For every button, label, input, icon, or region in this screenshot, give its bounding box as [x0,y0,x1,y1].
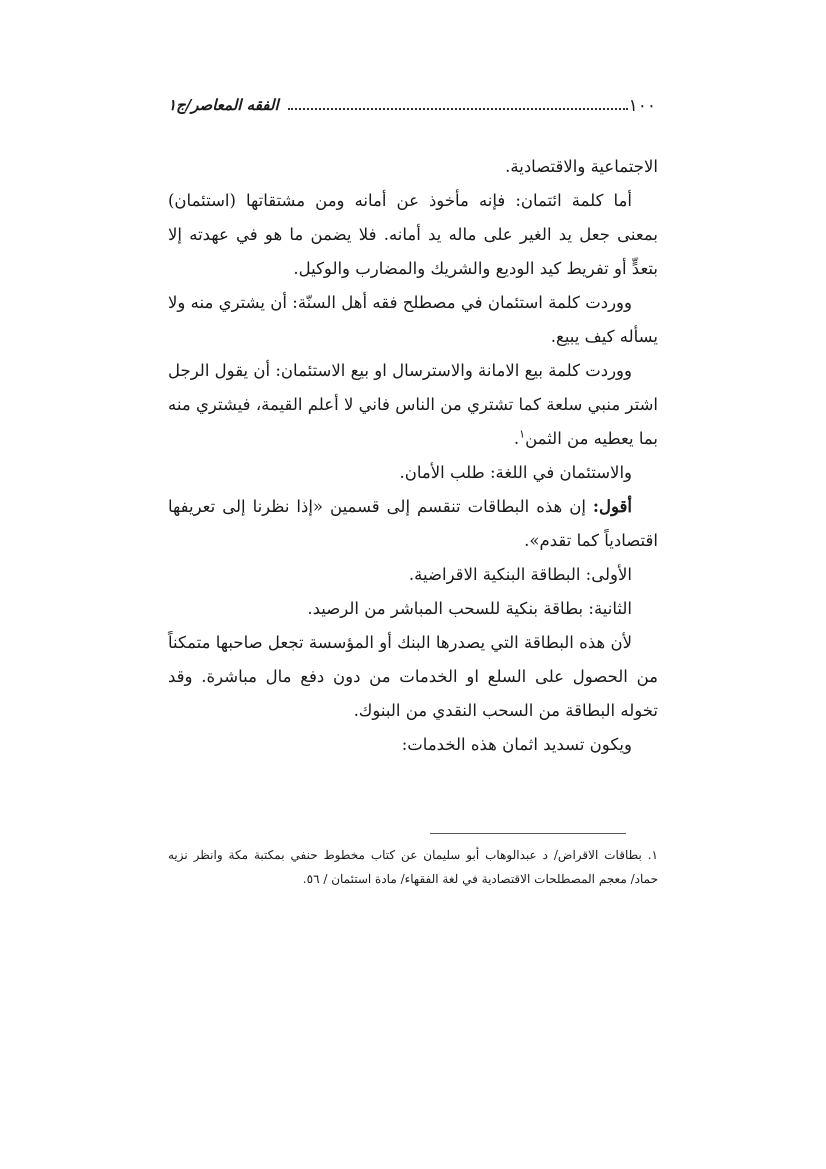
paragraph: لأن هذه البطاقة التي يصدرها البنك أو المؤسسة تجعل صاحبها متمكناً من الحصول على السلع او الخدمات من دون دفع مال مباشرة. وقد تخوله البطاقة من السحب النقدي من البنوك. [168,633,658,720]
footnote-reference[interactable]: ١ [519,427,526,441]
page-header [168,96,656,126]
paragraph: والاستئمان في اللغة: طلب الأمان. [399,463,632,482]
footnotes [168,843,658,891]
footnote: ١. بطاقات الاقراض/ د عبدالوهاب أبو سليمان عن كتاب مخطوط حنفي بمكتبة مكة وانظر نزيه حماد/ معجم المصطلحات الاقتصادية في لغة الفقهاء/ مادة استئمان / ٥٦. [168,848,658,886]
footnote-separator [430,833,626,834]
paragraph: ويكون تسديد اثمان هذه الخدمات: [401,735,632,754]
paragraph: الثانية: بطاقة بنكية للسحب المباشر من الرصيد. [307,599,632,618]
paragraph-text: ووردت كلمة بيع الامانة والاسترسال او بيع الاستئمان: أن يقول الرجل اشتر منبي سلعة كما تشتري من الناس فاني لا أعلم القيمة، فيشتري منه بما يعطيه من الثمن [168,361,658,448]
paragraph: الأولى: البطاقة البنكية الاقراضية. [408,565,632,584]
header-dotted-leader [288,108,628,110]
paragraph: الاجتماعية والاقتصادية. [505,157,658,176]
page-number: ١٠٠ [628,96,656,116]
paragraph-text: إن هذه البطاقات تنقسم إلى قسمين «إذا نظرنا إلى تعريفها اقتصادياً كما تقدم». [168,497,658,550]
lead-word: أقول: [592,497,632,516]
paragraph: ووردت كلمة بيع الامانة والاسترسال او بيع الاستئمان: أن يقول الرجل اشتر منبي سلعة كما تشتري من الناس فاني لا أعلم القيمة، فيشتري منه بما يعطيه من الثمن$^١$. [168,361,658,448]
paragraph: أما كلمة ائتمان: فإنه مأخوذ عن أمانه ومن مشتقاتها (استئمان) بمعنى جعل يد الغير على ماله يد أمانه. فلا يضمن ما هو في عهدته إلا بتعدٍّ أو تفريط كيد الوديع والشريك والمضارب والوكيل. [168,191,658,278]
paragraph: ووردت كلمة استئمان في مصطلح فقه أهل السنّة: أن يشتري منه ولا يسأله كيف يبيع. [168,293,658,346]
running-title: الفقه المعاصر/ج١ [168,96,279,114]
paragraph [168,490,658,558]
main-text [168,150,658,762]
